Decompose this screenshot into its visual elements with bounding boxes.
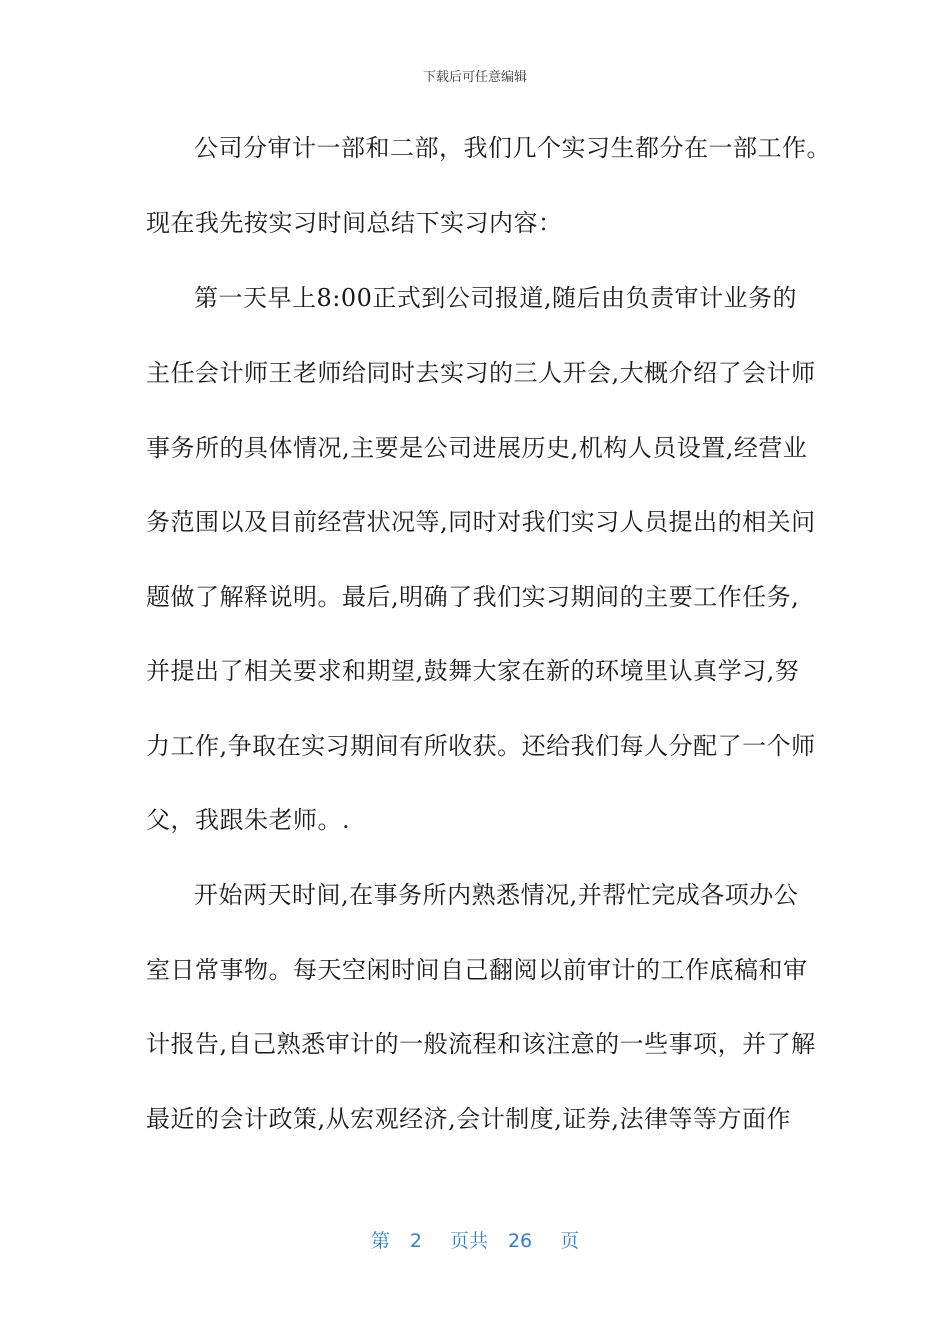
footer-suffix: 页 [560, 1230, 580, 1252]
text-line: 主任会计师王老师给同时去实习的三人开会,大概介绍了会计师 [146, 359, 816, 387]
text-line: 事务所的具体情况,主要是公司进展历史,机构人员设置,经营业 [146, 434, 808, 462]
text-line: 力工作,争取在实习期间有所收获。还给我们每人分配了一个师 [146, 732, 816, 760]
footer-middle: 页共 [449, 1230, 488, 1252]
text-line: 公司分审计一部和二部，我们几个实习生都分在一部工作。 [194, 134, 831, 162]
text-line: 题做了解释说明。最后,明确了我们实习期间的主要工作任务, [146, 583, 800, 611]
text-line: 并提出了相关要求和期望,鼓舞大家在新的环境里认真学习,努 [146, 657, 800, 685]
text-line: 室日常事物。每天空闲时间自己翻阅以前审计的工作底稿和审 [146, 956, 808, 984]
text-line: 现在我先按实习时间总结下实习内容： [146, 209, 563, 237]
text-line: 务范围以及目前经营状况等,同时对我们实习人员提出的相关问 [146, 508, 816, 536]
total-pages-number: 26 [507, 1230, 533, 1252]
page-footer [0, 1226, 950, 1253]
text-line: 计报告,自己熟悉审计的一般流程和该注意的一些事项，并了解 [146, 1030, 816, 1058]
footer-prefix: 第 [370, 1230, 390, 1252]
text-line: 父，我跟朱老师。. [146, 806, 351, 834]
current-page-number: 2 [409, 1230, 422, 1252]
text-line: 开始两天时间,在事务所内熟悉情况,并帮忙完成各项办公 [194, 881, 799, 909]
text-line: 最近的会计政策,从宏观经济,会计制度,证券,法律等等方面作 [146, 1105, 792, 1133]
text-line: 第一天早上8:00正式到公司报道,随后由负责审计业务的 [194, 284, 798, 312]
header-note: 下载后可任意编辑 [422, 70, 527, 85]
